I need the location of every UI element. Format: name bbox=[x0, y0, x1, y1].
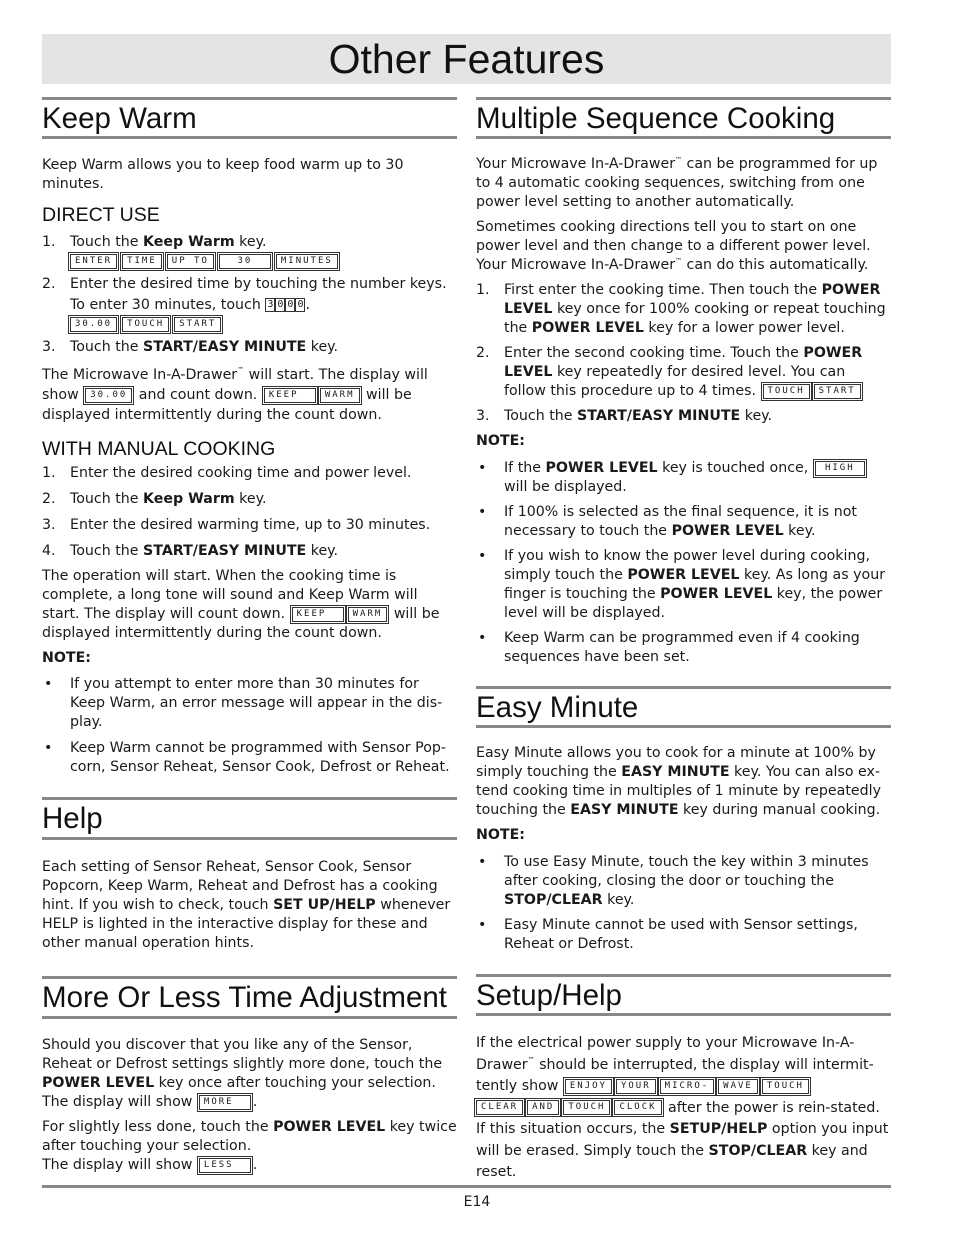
display-key: LESS bbox=[199, 1158, 251, 1173]
manual-step: 1. Enter the desired cooking time and power level. bbox=[42, 465, 412, 481]
manual-step: 4. Touch the START/EASY MINUTE key. bbox=[42, 543, 339, 559]
note-item: • If you attempt to enter more than 30 minutes for Keep Warm, an error message will appear in the dis-play. bbox=[44, 676, 443, 730]
direct-use-result-text: The Microwave In-A-Drawer™ will start. The display will show 30.00 and count down. KEEP WARM will be displayed intermittently during the count down. bbox=[42, 366, 428, 423]
display-key: TOUCH bbox=[122, 317, 169, 332]
display-key: KEEP bbox=[264, 388, 316, 403]
left-column bbox=[42, 97, 457, 1175]
display-key: ENJOY bbox=[565, 1079, 612, 1094]
display-key: YOUR bbox=[616, 1079, 656, 1094]
display-key: TOUCH bbox=[762, 1079, 809, 1094]
note-label: NOTE: bbox=[476, 433, 525, 449]
direct-use-step-1: 1. Touch the Keep Warm key. ENTER TIME UP TO 30 MINUTES bbox=[42, 233, 457, 269]
note-item: • To use Easy Minute, touch the key within 3 minutes after cooking, closing the door or touching the STOP/CLEAR key. bbox=[478, 854, 869, 908]
easy-minute-title: Easy Minute bbox=[476, 686, 891, 728]
multi-step-2: 2. Enter the second cooking time. Touch the POWER LEVEL key repeatedly for desired level. You can follow this procedure up to 4 times. TOUCH START bbox=[476, 345, 863, 399]
page-title: Other Features bbox=[42, 34, 891, 84]
display-key: AND bbox=[527, 1100, 559, 1115]
display-key: START bbox=[174, 317, 221, 332]
note-item: • If 100% is selected as the final sequence, it is not necessary to touch the POWER LEVEL key. bbox=[478, 504, 857, 539]
step-1-key-sequence bbox=[70, 254, 457, 269]
display-key: 30.00 bbox=[70, 317, 117, 332]
manual-cooking-heading: WITH MANUAL COOKING bbox=[42, 438, 276, 460]
step-2-key-sequence bbox=[70, 317, 457, 332]
digit-key: 0 bbox=[297, 299, 304, 310]
setup-help-text: If the electrical power supply to your Microwave In-A-Drawer™ should be interrupted, the display will intermit-tently show ENJOY YOUR MICRO- WAVE TOUCH CLEAR AND TOUCH CLOCK after the power is rein-stated. If this situation occurs, the SETUP/HELP option you input will be erased. Simply touch the STOP/CLEAR key and reset. bbox=[476, 1035, 889, 1180]
display-key: 30.00 bbox=[85, 388, 132, 403]
multi-sequence-title: Multiple Sequence Cooking bbox=[476, 97, 891, 139]
display-key: CLOCK bbox=[614, 1100, 661, 1115]
page-number: E14 bbox=[463, 1194, 491, 1210]
footer-rule bbox=[42, 1185, 891, 1188]
note-item: • Keep Warm cannot be programmed with Sensor Pop-corn, Sensor Reheat, Sensor Cook, Defrost or Reheat. bbox=[44, 740, 450, 775]
manual-operation-text: The operation will start. When the cooking time is complete, a long tone will sound and Keep Warm will start. The display will count down. KEEP WARM will be displayed intermittently during the count down. bbox=[42, 568, 440, 641]
display-key: ENTER bbox=[70, 254, 117, 269]
manual-step: 3. Enter the desired warming time, up to 30 minutes. bbox=[42, 517, 431, 533]
note-item: • If the POWER LEVEL key is touched once, HIGH will be displayed. bbox=[476, 459, 891, 497]
display-key: START bbox=[814, 384, 861, 399]
note-item: • If you wish to know the power level during cooking, simply touch the POWER LEVEL key. As long as your finger is touching the POWER LEVEL key, the power level will be displayed. bbox=[478, 548, 886, 621]
manual-step: 2. Touch the Keep Warm key. bbox=[42, 491, 267, 507]
keep-warm-title: Keep Warm bbox=[42, 97, 457, 139]
display-key: TOUCH bbox=[563, 1100, 610, 1115]
note-item: • Keep Warm can be programmed even if 4 cooking sequences have been set. bbox=[478, 630, 860, 665]
setup-help-title: Setup/Help bbox=[476, 974, 891, 1016]
display-key: 30 bbox=[219, 254, 271, 269]
direct-use-heading: DIRECT USE bbox=[42, 204, 160, 226]
easy-minute-text: Easy Minute allows you to cook for a minute at 100% by simply touching the EASY MINUTE key. You can also ex-tend cooking time in multiples of 1 minute by repeatedly touching the EASY MINUTE key during manual cooking. bbox=[476, 745, 881, 818]
keep-warm-intro: Keep Warm allows you to keep food warm up to 30 minutes. bbox=[42, 157, 404, 192]
display-key: MINUTES bbox=[276, 254, 338, 269]
display-key: MICRO- bbox=[660, 1079, 715, 1094]
note-label: NOTE: bbox=[42, 650, 91, 666]
note-item: • Easy Minute cannot be used with Sensor settings, Reheat or Defrost. bbox=[478, 917, 858, 952]
adjustment-title: More Or Less Time Adjustment bbox=[42, 976, 457, 1019]
note-label: NOTE: bbox=[476, 827, 525, 843]
direct-use-step-3: 3. Touch the START/EASY MINUTE key. bbox=[42, 339, 339, 355]
help-text: Each setting of Sensor Reheat, Sensor Cook, Sensor Popcorn, Keep Warm, Reheat and Defrost has a cooking hint. If you wish to check, touch SET UP/HELP whenever HELP is lighted in the interactive display for these and other manual operation hints. bbox=[42, 859, 451, 951]
display-key: WAVE bbox=[718, 1079, 758, 1094]
direct-use-step-2: 2. Enter the desired time by touching the number keys. To enter 30 minutes, touch 3 0 0 0 . 30.00 TOUCH START bbox=[42, 275, 457, 332]
multi-step-3: 3. Touch the START/EASY MINUTE key. bbox=[476, 408, 773, 424]
display-key: TIME bbox=[122, 254, 162, 269]
right-column bbox=[476, 97, 891, 1184]
multi-sequence-intro: Your Microwave In-A-Drawer™ can be programmed for up to 4 automatic cooking sequences, switching from one power level setting to another automatically. bbox=[476, 156, 878, 210]
display-key: MORE bbox=[199, 1095, 251, 1110]
display-key: WARM bbox=[320, 388, 360, 403]
adjustment-less-text: For slightly less done, touch the POWER LEVEL key twice after touching your selection. The display will show LESS . bbox=[42, 1119, 457, 1173]
digit-key: 3 bbox=[267, 299, 274, 310]
adjustment-more-text: Should you discover that you like any of the Sensor, Reheat or Defrost settings slightly more done, touch the POWER LEVEL key once after touching your selection. The display will show MORE . bbox=[42, 1037, 443, 1110]
digit-key: 0 bbox=[277, 299, 284, 310]
display-key: HIGH bbox=[815, 461, 865, 476]
display-key: WARM bbox=[348, 607, 388, 622]
display-key: UP TO bbox=[167, 254, 214, 269]
digit-key: 0 bbox=[287, 299, 294, 310]
multi-sequence-explain: Sometimes cooking directions tell you to start on one power level and then change to a different power level. Your Microwave In-A-Drawer™ can do this automatically. bbox=[476, 219, 871, 273]
display-key: CLEAR bbox=[476, 1100, 523, 1115]
multi-step-1: 1. First enter the cooking time. Then touch the POWER LEVEL key once for 100% cooking or repeat touching the POWER LEVEL key for a lower power level. bbox=[476, 282, 886, 336]
help-title: Help bbox=[42, 797, 457, 840]
display-key: KEEP bbox=[292, 607, 344, 622]
display-key: TOUCH bbox=[763, 384, 810, 399]
